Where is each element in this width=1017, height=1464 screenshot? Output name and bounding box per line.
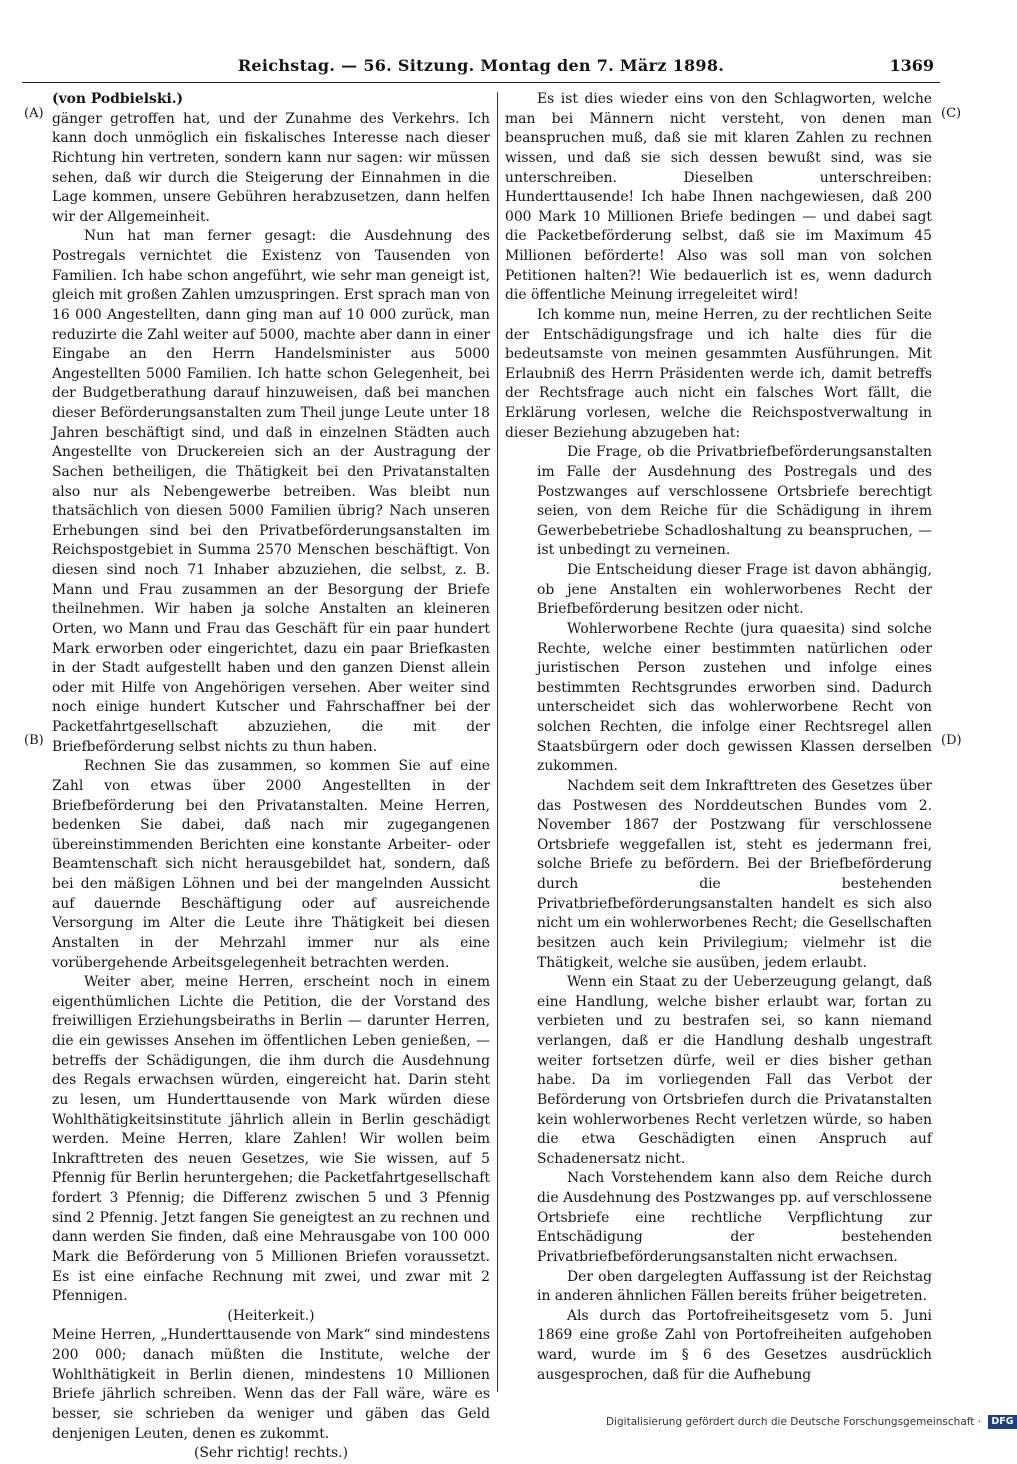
paragraph: Die Frage, ob die Privatbriefbeförderungsanstalten im Falle der Ausdehnung des Postregals und des Postzwanges auf verschlossene Ortsbriefe berechtigt seien, von dem Reiche für die Schädigung in ihrem Gewerbebetriebe Schadloshaltung zu beanspruchen, — ist unbedingt zu verneinen. bbox=[537, 444, 932, 559]
paragraph: (Heiterkeit.) bbox=[227, 1307, 315, 1324]
paragraph: Wohlerworbene Rechte (jura quaesita) sind solche Rechte, welche einer bestimmten natürlichen oder juristischen Person zustehen und infolge eines bestimmten Rechtsgrundes erworben sind. Dadurch unterscheidet sich das wohlerworbene Recht von solchen Rechten, die infolge einer Rechtsregel allen Staatsbürgern oder doch gewissen Klassen derselben zukommen. bbox=[537, 620, 932, 775]
paragraph: Rechnen Sie das zusammen, so kommen Sie auf eine Zahl von etwas über 2000 Angestellten in der Briefbeförderung bei den Privatanstalten. Meine Herren, bedenken Sie dabei, daß nach mir zugegangenen übereinstimmenden Berichten eine konstante Arbeiter- oder Beamtenschaft sich nicht herausgebildet hat, sondern, daß bei den mäßigen Löhnen und bei der mangelnden Aussicht auf dauernde Beschäftigung oder auf ausreichende Versorgung im Alter die Leute ihre Thätigkeit bei diesen Anstalten in der Mehrzahl immer nur als eine vorübergehende Arbeitsgelegenheit betrachten werden. bbox=[52, 758, 490, 971]
footer-text: Digitalisierung gefördert durch die Deutsche Forschungsgemeinschaft · bbox=[606, 1416, 982, 1428]
running-header bbox=[22, 56, 940, 83]
column-divider bbox=[497, 92, 498, 1392]
paragraph: (Sehr richtig! rechts.) bbox=[193, 1445, 348, 1462]
paragraph: Nachdem seit dem Inkrafttreten des Gesetzes über das Postwesen des Norddeutschen Bundes vom 2. November 1867 der Postzwang für verschlossene Ortsbriefe weggefallen ist, steht es jedermann frei, solche Briefe zu befördern. Bei der Briefbeförderung durch die bestehenden Privatbriefbeförderungsanstalten handelt es sich also nicht um ein wohlerworbenes Recht; die Gesellschaften besitzen auch kein Privilegium; vielmehr ist die Thätigkeit, welche sie ausüben, jedem erlaubt. bbox=[537, 777, 932, 971]
left-column bbox=[52, 90, 491, 1462]
margin-marker-c: (C) bbox=[941, 106, 962, 121]
right-column bbox=[505, 90, 932, 1390]
margin-marker-b: (B) bbox=[24, 733, 44, 748]
page-number: 1369 bbox=[889, 56, 934, 75]
paragraph: Als durch das Portofreiheitsgesetz vom 5. Juni 1869 eine große Zahl von Portofreiheiten aufgehoben ward, wurde im § 6 des Gesetzes ausdrücklich ausgesprochen, daß für die Aufhebung bbox=[537, 1307, 932, 1383]
paragraph: (von Podbielski.) bbox=[52, 91, 184, 107]
paragraph: Die Entscheidung dieser Frage ist davon abhängig, ob jene Anstalten ein wohlerworbenes Recht der Briefbeförderung besitzen oder nicht. bbox=[537, 562, 932, 618]
paragraph: Nun hat man ferner gesagt: die Ausdehnung des Postregals vernichtet die Existenz von Tausenden von Familien. Ich habe schon angeführt, wie sehr man geneigt ist, gleich mit großen Zahlen umzuspringen. Erst sprach man von 16 000 Angestellten, dann ging man auf 10 000 zurück, man reduzirte die Zahl weiter auf 5000, machte aber dann in einer Eingabe an den Herrn Handelsminister aus 5000 Angestellten 5000 Familien. Ich hatte schon Gelegenheit, bei der Budgetberathung darauf hinzuweisen, daß bei manchen dieser Beförderungsanstalten zum Theil junge Leute unter 18 Jahren beschäftigt sind, und daß in einzelnen Städten auch Angestellte von Druckereien sich an der Austragung der Sachen betheiligen, die Thätigkeit bei den Privatanstalten also nur als Nebengewerbe betreiben. Was bleibt nun thatsächlich von diesen 5000 Familien übrig? Nach unseren Erhebungen sind bei den Privatbeförderungsanstalten im Reichspostgebiet in Summa 2570 Menschen beschäftigt. Von diesen sind noch 71 Inhaber abzuziehen, die selbst, z. B. Mann und Frau zusammen an der Besorgung der Briefe theilnehmen. Wir haben ja solche Anstalten an kleineren Orten, wo Mann und Frau das Geschäft für ein paar hundert Mark erworben oder eingerichtet, dazu ein paar Briefkasten in der Stadt aufgestellt haben und den ganzen Dienst allein oder mit Hilfe von Angehörigen versehen. Aber weiter sind noch einige hundert Kutscher und Fahrschaffner bei der Packetfahrtgesellschaft abzuziehen, die mit der Briefbeförderung selbst nichts zu thun haben. bbox=[52, 228, 491, 755]
paragraph: Ich komme nun, meine Herren, zu der rechtlichen Seite der Entschädigungsfrage und ich halte dies für die bedeutsamste von meinen gesammten Ausführungen. Mit Erlaubniß des Herrn Präsidenten werde ich, damit betreffs der Rechtsfrage auch nicht ein falsches Wort fällt, die Erklärung vorlesen, welche die Reichspostverwaltung in dieser Beziehung abzugeben hat: bbox=[505, 306, 932, 441]
paragraph: Der oben dargelegten Auffassung ist der Reichstag in anderen ähnlichen Fällen bereits früher beigetreten. bbox=[537, 1268, 932, 1305]
paragraph: Weiter aber, meine Herren, erscheint noch in einem eigenthümlichen Lichte die Petition, die der Vorstand des freiwilligen Erziehungsbeiraths in Berlin — darunter Herren, die ein gewisses Ansehen im öffentlichen Leben genießen, — betreffs der Schädigungen, die ihm durch die Ausdehnung des Regals erwachsen würden, eingereicht hat. Darin steht zu lesen, um Hunderttausende von Mark würden diese Wohlthätigkeitsinstitute jährlich allein in Berlin geschädigt werden. Meine Herren, klare Zahlen! Wir wollen beim Inkrafttreten des neuen Gesetzes, wie Sie wissen, auf 5 Pfennig für Berlin heruntergehen; die Packetfahrtgesellschaft fordert 3 Pfennig; die Differenz zwischen 5 und 3 Pfennig sind 2 Pfennig. Jetzt fangen Sie geneigtest an zu rechnen und dann werden Sie finden, daß eine Mehrausgabe von 100 000 Mark die Beförderung von 5 Millionen Briefen voraussetzt. Es ist eine einfache Rechnung mit zwei, und zwar mit 2 Pfennigen. bbox=[52, 974, 490, 1305]
paragraph: Es ist dies wieder eins von den Schlagworten, welche man bei Männern nicht versteht, von denen man beanspruchen muß, daß sie mit klaren Zahlen zu rechnen wissen, und daß sie sich dessen bewußt sind, was sie unterschreiben. Dieselben unterschreiben: Hunderttausende! Ich habe Ihnen nachgewiesen, daß 200 000 Mark 10 Millionen Briefe bedingen — und dabei sagt die Packetbeförderung selbst, daß sie im Maximum 45 Millionen beförderte! Also was soll man von solchen Petitionen halten?! Wie bedauerlich ist es, wenn dadurch die öffentliche Meinung irregeleitet wird! bbox=[505, 91, 932, 304]
paragraph: Nach Vorstehendem kann also dem Reiche durch die Ausdehnung des Postzwanges pp. auf verschlossene Ortsbriefe eine rechtliche Verpflichtung zur Entschädigung der bestehenden Privatbriefbeförderungsanstalten nicht erwachsen. bbox=[537, 1170, 932, 1265]
dfg-logo: DFG bbox=[988, 1415, 1016, 1429]
paragraph: Meine Herren, „Hunderttausende von Mark“ sind mindestens 200 000; danach müßten die Institute, welche der Wohlthätigkeit in Berlin dienen, mindestens 10 Millionen Briefe jährlich schreiben. Wenn das der Fall wäre, wäre es besser, sie schrieben da weniger und gäben das Geld denjenigen Leuten, denen es zukommt. bbox=[52, 1327, 490, 1442]
header-title: Reichstag. — 56. Sitzung. Montag den 7. März 1898. bbox=[237, 56, 725, 75]
paragraph: Wenn ein Staat zu der Ueberzeugung gelangt, daß eine Handlung, welche bisher erlaubt war, fortan zu verbieten und zu bestrafen sei, so kann niemand verlangen, daß er die Handlung deshalb ungestraft weiter fortsetzen dürfe, weil er dies bisher gethan habe. Da im vorliegenden Fall das Verbot der Beförderung von Ortsbriefen durch die Privatanstalten kein wohlerworbenes Recht verletzen würde, so haben die etwa Geschädigten einen Anspruch auf Schadenersatz nicht. bbox=[537, 974, 932, 1167]
margin-marker-a: (A) bbox=[24, 106, 44, 121]
paragraph: gänger getroffen hat, und der Zunahme des Verkehrs. Ich kann doch unmöglich ein fiskalisches Interesse nach dieser Richtung hin vertreten, sondern kann nur sagen: wir müssen sehen, daß wir durch die Steigerung der Einnahmen in die Lage kommen, unsere Gebühren herabzusetzen, dann helfen wir der Allgemeinheit. bbox=[52, 110, 490, 225]
digitization-footer bbox=[606, 1414, 1014, 1430]
margin-marker-d: (D) bbox=[941, 733, 962, 748]
